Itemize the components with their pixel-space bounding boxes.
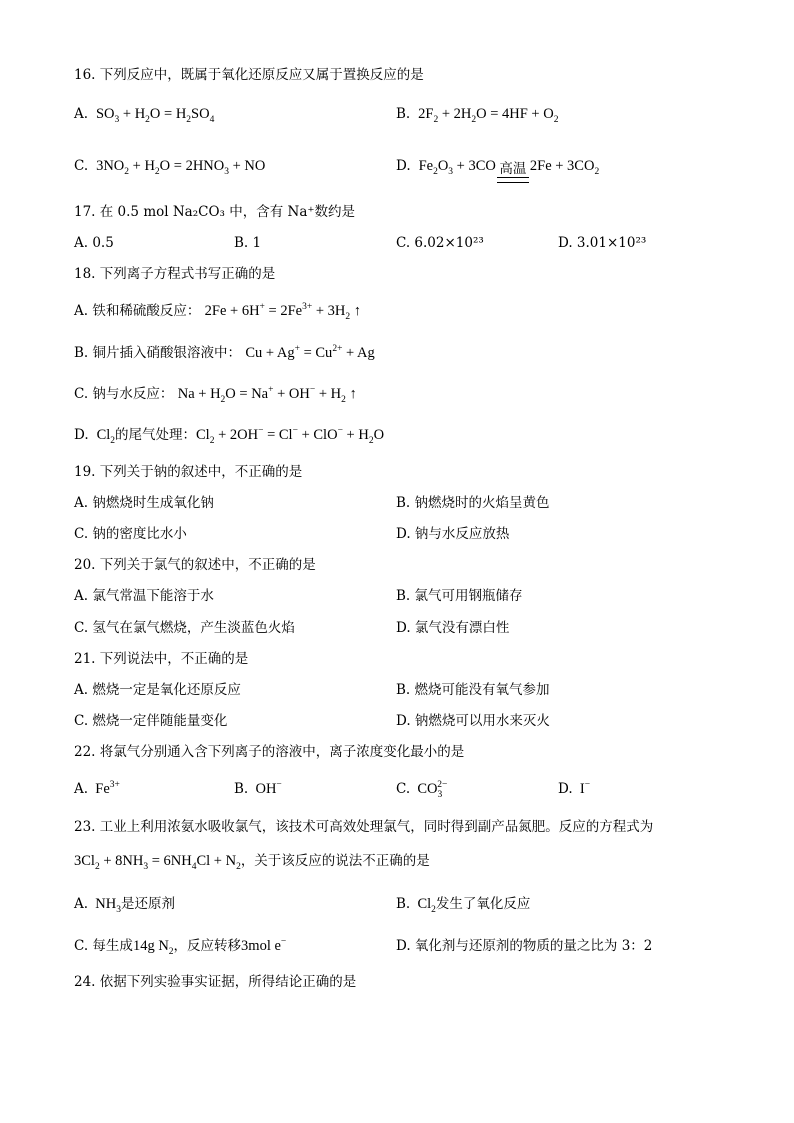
q18-a-equation: $2Fe + 6H^+ = 2Fe^{3+} + 3H_2$ ↑ [204,302,361,322]
q18-d-equation: $Cl_2 + 2OH^- = Cl^- + ClO^- + H_2O$ [196,426,385,446]
q23-c-mass: 14g $N_2$ [132,938,174,957]
q21-stem: 21. 下列说法中，不正确的是 [74,651,249,667]
q22-d-label: D. [558,781,573,797]
reaction-condition: 高温 [499,161,527,176]
q23-a-formula: $NH_3$ [88,896,121,915]
q16-d-equation: $Fe_2O_3 + 3CO$ 高温 $2Fe + 3CO_2$ [415,158,599,174]
reaction-arrow [497,162,529,183]
q22-option-c [396,780,447,798]
q18-option-c [74,385,357,403]
q17-option-c: C. 6.02×10²³ [396,235,484,251]
q23-option-d: D. 氧化剂与还原剂的物质的量之比为 3：2 [396,938,653,954]
q21-option-c: C. 燃烧一定伴随能量变化 [74,713,228,729]
q16-option-c [74,157,265,175]
q19-option-d: D. 钠与水反应放热 [396,526,510,542]
q18-d-label: D. [74,427,89,443]
q20-option-a: A. 氯气常温下能溶于水 [74,588,214,604]
q21-option-b: B. 燃烧可能没有氧气参加 [396,682,550,698]
q16-stem: 16. 下列反应中，既属于氧化还原反应又属于置换反应的是 [74,67,424,83]
q18-stem: 18. 下列离子方程式书写正确的是 [74,266,276,282]
q23-equation: $3Cl_2 + 8NH_3 = 6NH_4Cl + N_2$ [74,853,241,872]
q23-stem-tail: ，关于该反应的说法不正确的是 [240,853,430,869]
q20-option-c: C. 氢气在氯气燃烧，产生淡蓝色火焰 [74,620,295,636]
q22-b-ion: OH− [248,780,282,797]
q23-b-formula: $Cl_2$ [410,896,436,915]
q17-option-d: D. 3.01×10²³ [558,235,647,251]
q16-d-label: D. [396,158,411,174]
q22-c-ion: $CO_3^{2-}$ [410,780,448,800]
q16-option-b [396,105,558,123]
q23-a-label: A. [74,896,89,912]
q23-c-electrons: 3mol e− [241,937,287,954]
q22-option-b [234,780,282,798]
q22-option-a [74,780,120,798]
q16-c-label: C. [74,158,89,174]
q22-stem: 22. 将氯气分别通入含下列离子的溶液中，离子浓度变化最小的是 [74,744,465,760]
q18-c-label: C. 钠与水反应： [74,386,174,402]
q21-option-a: A. 燃烧一定是氧化还原反应 [74,682,241,698]
q22-a-label: A. [74,781,89,797]
q16-b-equation: $2F_2 + 2H_2O = 4HF + O_2$ [414,106,559,125]
q16-a-equation: $SO_3 + H_2O = H_2SO_4$ [92,106,215,125]
q16-option-a [74,105,214,123]
q23-a-text: 是还原剂 [121,896,175,912]
q23-stem: 23. 工业上利用浓氨水吸收氯气，该技术可高效处理氯气，同时得到副产品氮肥。反应的方程式为 [74,819,654,835]
q22-c-label: C. [396,781,411,797]
q19-option-a: A. 钠燃烧时生成氧化钠 [74,495,214,511]
q22-b-label: B. [234,781,249,797]
q24-stem: 24. 依据下列实验事实证据，所得结论正确的是 [74,974,357,990]
q18-b-equation: $Cu + Ag^+ = Cu^{2+} + Ag$ [245,344,375,361]
q18-a-label: A. 铁和稀硫酸反应： [74,303,201,319]
q22-option-d [558,780,590,798]
q18-d-text: 的尾气处理： [115,427,197,443]
q18-option-b [74,344,375,362]
q23-option-c [74,937,286,955]
q18-option-d [74,426,384,444]
q23-b-label: B. [396,896,411,912]
q20-option-d: D. 氯气没有漂白性 [396,620,510,636]
q21-option-d: D. 钠燃烧可以用水来灭火 [396,713,550,729]
q23-b-text: 发生了氧化反应 [435,896,531,912]
q23-c-label: C. 每生成 [74,938,133,954]
q19-option-c: C. 钠的密度比水小 [74,526,187,542]
q22-d-ion: I− [572,780,591,797]
q18-b-label: B. 铜片插入硝酸银溶液中： [74,345,242,361]
q17-option-b: B. 1 [234,235,262,251]
q23-c-text: ，反应转移 [173,938,242,954]
q17-stem: 17. 在 0.5 mol Na₂CO₃ 中，含有 Na⁺数约是 [74,204,356,220]
q23-equation-line [74,852,430,870]
q16-b-label: B. [396,106,411,122]
q16-option-d [396,157,599,183]
q18-c-equation: $Na + H_2O = Na^+ + OH^- + H_2$ ↑ [177,385,357,405]
q23-option-a [74,895,175,913]
q16-c-equation: $3NO_2 + H_2O = 2HNO_3$ + NO [92,158,266,177]
q17-option-a: A. 0.5 [74,235,114,251]
q22-a-ion: $Fe^{3+}$ [88,780,120,797]
q19-option-b: B. 钠燃烧时的火焰呈黄色 [396,495,550,511]
q20-stem: 20. 下列关于氯气的叙述中，不正确的是 [74,557,316,573]
q16-a-label: A. [74,106,89,122]
q23-option-b [396,895,530,913]
q18-d-formula: $Cl_2$ [92,427,116,446]
q18-option-a [74,302,361,320]
q20-option-b: B. 氯气可用钢瓶储存 [396,588,523,604]
q19-stem: 19. 下列关于钠的叙述中，不正确的是 [74,464,303,480]
